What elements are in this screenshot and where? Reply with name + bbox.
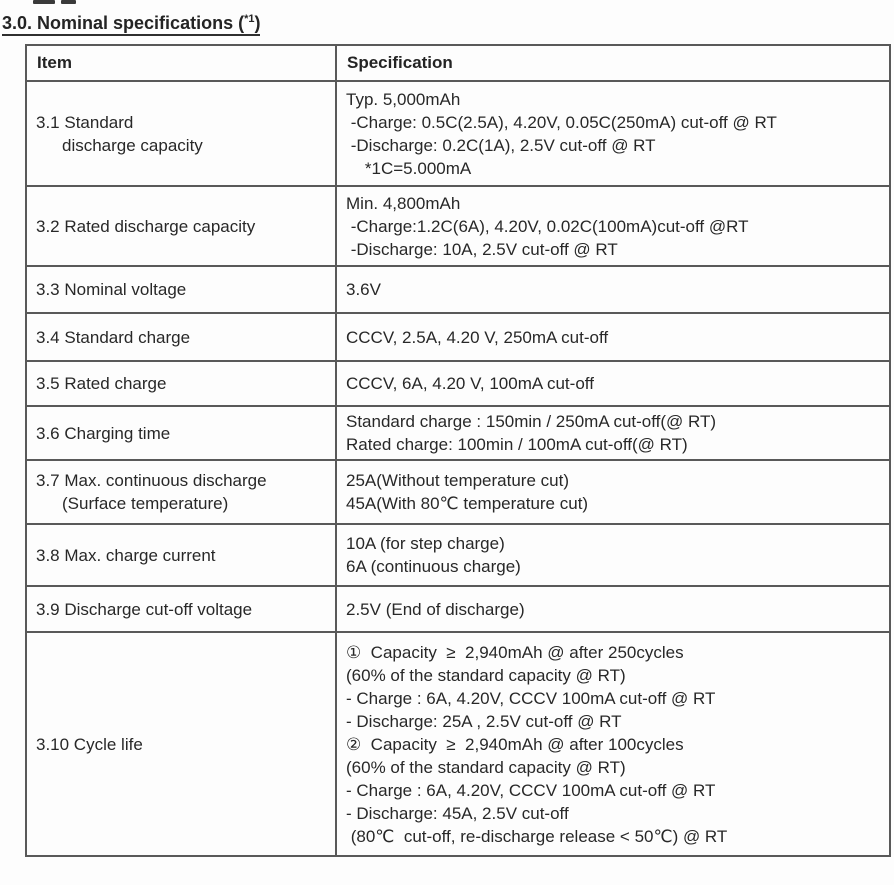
table-row-3.8	[26, 524, 890, 586]
spec-text-line: 10A (for step charge)	[346, 534, 505, 553]
item-label-line: 3.10 Cycle life	[36, 734, 143, 754]
spec-text-line: - Discharge: 25A , 2.5V cut-off @ RT	[346, 711, 622, 731]
item-cell-3.1	[26, 81, 336, 186]
page-title	[2, 13, 260, 34]
item-label-line: 3.2 Rated discharge capacity	[36, 216, 256, 236]
table-row-3.7	[26, 460, 890, 524]
spec-text-line: 25A(Without temperature cut)	[346, 471, 569, 490]
table-row-3.3	[26, 266, 890, 313]
item-cell-3.10	[26, 632, 336, 856]
table-row-3.9	[26, 586, 890, 632]
spec-text-line: Typ. 5,000mAh	[346, 89, 461, 109]
spec-table-body	[26, 81, 890, 856]
item-label-line: 3.7 Max. continuous discharge	[36, 471, 267, 490]
spec-text-line: 3.6V	[346, 280, 381, 299]
item-cell-3.3	[26, 266, 336, 313]
spec-cell-3.1	[336, 81, 890, 186]
page-title-text: 3.0. Nominal specifications ($^{*1}$)	[2, 13, 260, 36]
table-row-3.1	[26, 81, 890, 186]
spec-text-line: CCCV, 6A, 4.20 V, 100mA cut-off	[346, 374, 594, 393]
spec-cell-3.6	[336, 406, 890, 460]
spec-cell-3.7	[336, 460, 890, 524]
spec-text-line: *1C=5.000mA	[346, 158, 472, 178]
table-header-row	[26, 45, 890, 81]
item-cell-3.5	[26, 361, 336, 406]
table-row-3.5	[26, 361, 890, 406]
spec-text-line: (60% of the standard capacity @ RT)	[346, 757, 626, 777]
item-label-line: discharge capacity	[62, 135, 203, 155]
spec-text-line: - Charge : 6A, 4.20V, CCCV 100mA cut-off @ RT	[346, 688, 716, 708]
column-header-specification: Specification	[336, 45, 890, 81]
item-cell-3.4	[26, 313, 336, 361]
spec-text-line: Rated charge: 100min / 100mA cut-off(@ RT)	[346, 435, 688, 454]
item-cell-3.8	[26, 524, 336, 586]
cropped-text-artifact	[33, 0, 55, 4]
spec-cell-3.5	[336, 361, 890, 406]
spec-cell-3.4	[336, 313, 890, 361]
spec-text-line: - Discharge: 45A, 2.5V cut-off	[346, 803, 569, 823]
spec-text-line: -Charge: 0.5C(2.5A), 4.20V, 0.05C(250mA) cut-off @ RT	[346, 112, 777, 132]
table-row-3.2	[26, 186, 890, 266]
spec-cell-3.10	[336, 632, 890, 856]
item-label-line: 3.5 Rated charge	[36, 374, 167, 393]
spec-cell-3.9	[336, 586, 890, 632]
item-label-line: 3.3 Nominal voltage	[36, 280, 187, 299]
table-row-3.4	[26, 313, 890, 361]
title-superscript: *1	[244, 13, 255, 25]
table-row-3.6	[26, 406, 890, 460]
table-row-3.10	[26, 632, 890, 856]
column-header-item: Item	[26, 45, 336, 81]
spec-text-line: 6A (continuous charge)	[346, 557, 521, 576]
spec-text-line: Min. 4,800mAh	[346, 193, 461, 213]
item-label-line: 3.9 Discharge cut-off voltage	[36, 599, 253, 619]
item-label-line: (Surface temperature)	[62, 494, 229, 513]
item-cell-3.2	[26, 186, 336, 266]
item-label-line: 3.6 Charging time	[36, 423, 171, 443]
spec-text-line: 2.5V (End of discharge)	[346, 599, 525, 619]
spec-text-line: Standard charge : 150min / 250mA cut-off(@ RT)	[346, 412, 717, 431]
spec-text-line: -Discharge: 10A, 2.5V cut-off @ RT	[346, 239, 618, 259]
spec-text-line: ② Capacity ≥ 2,940mAh @ after 100cycles	[346, 734, 684, 754]
spec-text-line: 45A(With 80℃ temperature cut)	[346, 494, 589, 513]
nominal-specifications-table	[25, 44, 891, 857]
spec-cell-3.8	[336, 524, 890, 586]
spec-text-line: CCCV, 2.5A, 4.20 V, 250mA cut-off	[346, 327, 609, 347]
item-cell-3.9	[26, 586, 336, 632]
spec-text-line: (60% of the standard capacity @ RT)	[346, 665, 626, 685]
spec-cell-3.2	[336, 186, 890, 266]
spec-text-line: -Charge:1.2C(6A), 4.20V, 0.02C(100mA)cut-off @RT	[346, 216, 749, 236]
spec-text-line: -Discharge: 0.2C(1A), 2.5V cut-off @ RT	[346, 135, 656, 155]
spec-text-line: - Charge : 6A, 4.20V, CCCV 100mA cut-off @ RT	[346, 780, 716, 800]
item-label-line: 3.4 Standard charge	[36, 327, 191, 347]
item-label-line: 3.8 Max. charge current	[36, 545, 216, 565]
spec-text-line: ① Capacity ≥ 2,940mAh @ after 250cycles	[346, 642, 684, 662]
item-cell-3.6	[26, 406, 336, 460]
spec-text-line: (80℃ cut-off, re-discharge release < 50℃) @ RT	[346, 826, 728, 846]
item-label-line: 3.1 Standard	[36, 112, 134, 132]
item-cell-3.7	[26, 460, 336, 524]
cropped-text-artifact	[61, 0, 76, 4]
spec-cell-3.3	[336, 266, 890, 313]
